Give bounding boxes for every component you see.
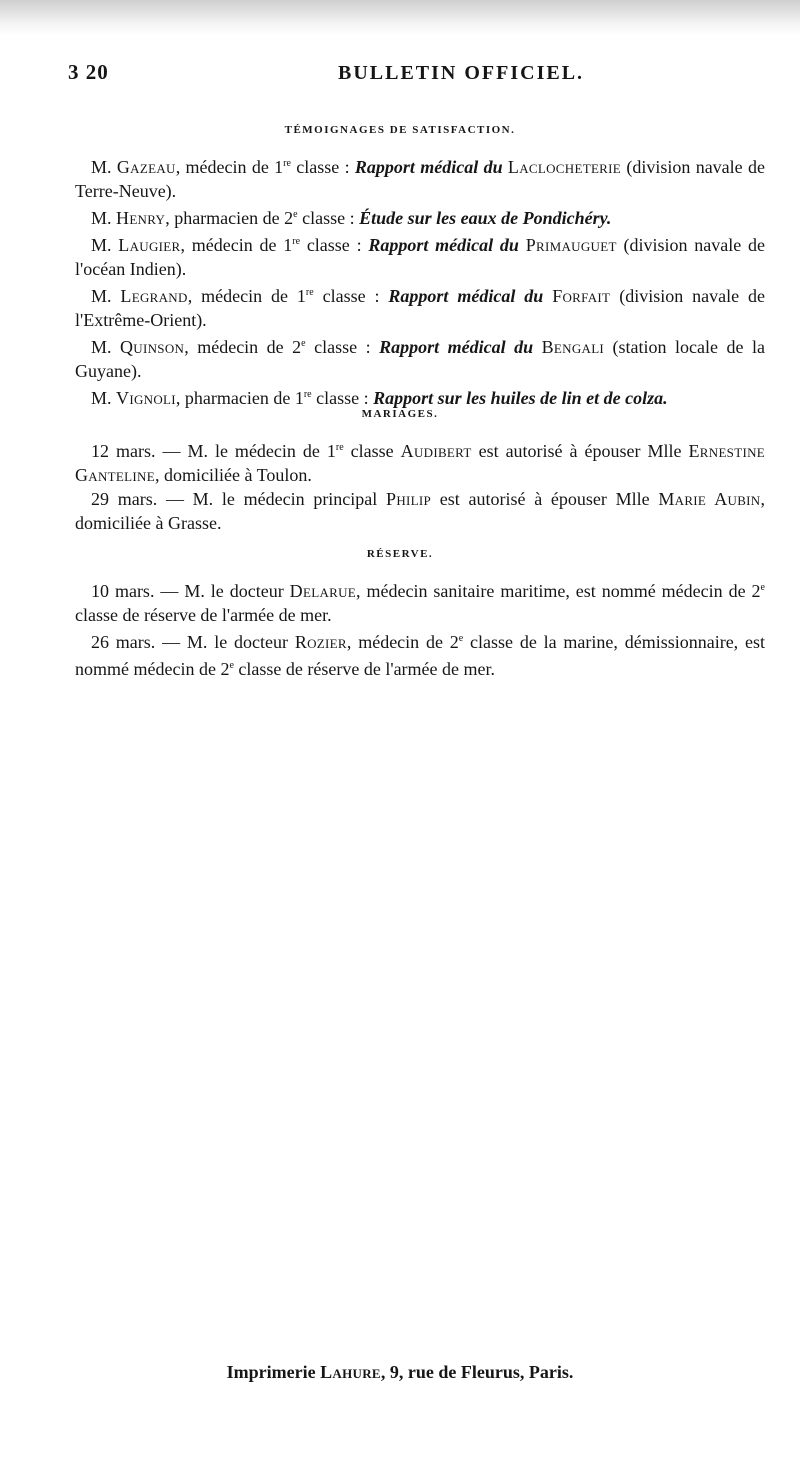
page-header — [68, 60, 768, 94]
temoignages-list — [75, 152, 765, 410]
list-item: M. Laugier, médecin de 1re classe : Rapport médical du Primauguet (division navale de l'océan Indien). — [75, 235, 765, 279]
section-title-reserve: RÉSERVE. — [366, 548, 434, 560]
show-through-texture — [50, 690, 760, 1190]
list-item: M. Quinson, médecin de 2e classe : Rapport médical du Bengali (station locale de la Guyane). — [75, 337, 765, 381]
scan-top-edge — [0, 0, 800, 36]
section-title-mariages: MARIAGES. — [361, 408, 439, 420]
list-item: M. Henry, pharmacien de 2e classe : Étude sur les eaux de Pondichéry. — [91, 208, 612, 228]
list-item: 29 mars. — M. le médecin principal Philip est autorisé à épouser Mlle Marie Aubin, domiciliée à Grasse. — [75, 489, 765, 533]
reserve-list — [75, 576, 765, 681]
list-item: M. Vignoli, pharmacien de 1re classe : Rapport sur les huiles de lin et de colza. — [91, 388, 668, 408]
section-title-temoignages: TÉMOIGNAGES DE SATISFACTION. — [284, 124, 516, 136]
mariages-list — [75, 436, 765, 535]
running-head: BULLETIN OFFICIEL. — [338, 62, 585, 84]
list-item: M. Legrand, médecin de 1re classe : Rapport médical du Forfait (division navale de l'Extrême-Orient). — [75, 286, 765, 330]
list-item: 26 mars. — M. le docteur Rozier, médecin de 2e classe de la marine, démissionnaire, est nommé médecin de 2e classe de réserve de l'armée de mer. — [75, 632, 765, 679]
list-item: 10 mars. — M. le docteur Delarue, médecin sanitaire maritime, est nommé médecin de 2e classe de réserve de l'armée de mer. — [75, 581, 765, 625]
page-number: 3 20 — [68, 60, 109, 84]
printer-imprint: Imprimerie Lahure, 9, rue de Fleurus, Paris. — [226, 1362, 574, 1382]
list-item: M. Gazeau, médecin de 1re classe : Rapport médical du Laclocheterie (division navale de Terre-Neuve). — [75, 157, 765, 201]
list-item: 12 mars. — M. le médecin de 1re classe Audibert est autorisé à épouser Mlle Ernestine Ganteline, domiciliée à Toulon. — [75, 441, 766, 485]
